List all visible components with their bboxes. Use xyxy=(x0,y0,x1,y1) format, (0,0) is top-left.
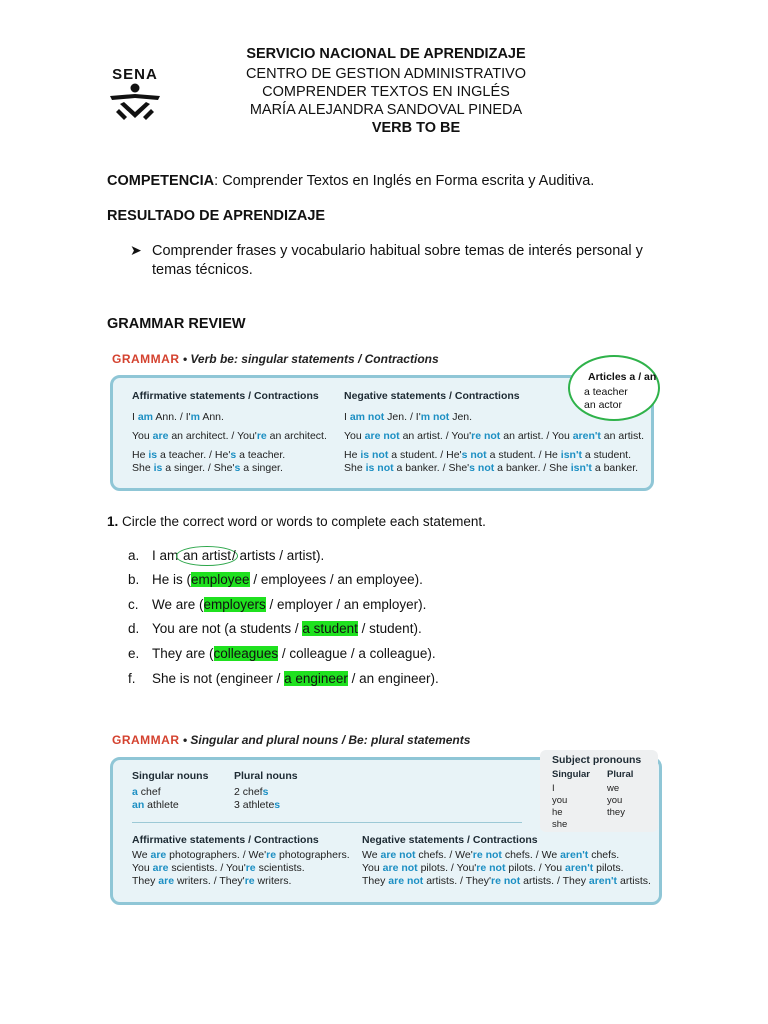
pronouns-plural-list xyxy=(607,783,625,819)
grammar1-neg-row: I am not Jen. / I'm not Jen. xyxy=(344,411,473,423)
grammar1-title: GRAMMAR • Verb be: singular statements / Contractions xyxy=(112,352,439,366)
exercise-item xyxy=(128,645,436,663)
grammar1-aff-row: I am Ann. / I'm Ann. xyxy=(132,411,224,423)
grammar1-aff-heading: Affirmative statements / Contractions xyxy=(132,390,319,402)
item-pre: We are ( xyxy=(152,597,204,612)
exercise-item xyxy=(128,546,324,566)
header-line-3: COMPRENDER TEXTOS EN INGLÉS xyxy=(262,84,510,100)
articles-title: Articles a / an xyxy=(588,371,657,383)
grammar2-aff-rows: We are photographers. / We're photographers. You are scientists. / You're scientists. They are writers. / They're writers. xyxy=(132,849,350,887)
pronouns-singular-heading: Singular xyxy=(552,769,591,780)
highlighted-answer: a student xyxy=(302,621,358,636)
item-pre: They are ( xyxy=(152,646,214,661)
exercise-instruction xyxy=(107,514,486,529)
pronoun: I xyxy=(552,783,555,794)
exercise-number: 1. xyxy=(107,514,119,529)
pronoun: we xyxy=(607,783,620,794)
item-letter: e. xyxy=(128,646,140,661)
item-letter: b. xyxy=(128,572,140,587)
item-pre: He is ( xyxy=(152,572,192,587)
item-pre: She is not (engineer / xyxy=(152,671,285,686)
grammar-review-heading: GRAMMAR REVIEW xyxy=(107,316,246,332)
logo-figure-icon xyxy=(104,82,166,122)
header-line-1: SERVICIO NACIONAL DE APRENDIZAJE xyxy=(246,46,526,62)
articles-line-a: a teacher xyxy=(584,386,628,398)
grammar1-tag: GRAMMAR xyxy=(112,352,180,366)
sena-logo xyxy=(104,66,166,118)
pronoun: she xyxy=(552,819,568,830)
item-pre: You are not (a students / xyxy=(152,621,303,636)
grammar1-title-text: Verb be: singular statements / Contractions xyxy=(190,352,439,366)
grammar2-title-text: Singular and plural nouns / Be: plural statements xyxy=(190,733,471,747)
competencia-text: : Comprender Textos en Inglés en Forma escrita y Auditiva. xyxy=(214,173,595,189)
item-post: / student). xyxy=(357,621,422,636)
header-line-4: MARÍA ALEJANDRA SANDOVAL PINEDA xyxy=(249,102,523,118)
item-post: / colleague / a colleague). xyxy=(278,646,436,661)
competencia-label: COMPETENCIA xyxy=(107,173,215,189)
singular-nouns-list: a chef an athlete xyxy=(132,786,179,811)
header-line-2: CENTRO DE GESTION ADMINISTRATIVO xyxy=(245,66,527,82)
plural-nouns-list: 2 chefs 3 athletes xyxy=(234,786,281,811)
resultado-bullet-text: Comprender frases y vocabulario habitual sobre temas de interés personal y temas técnicos. xyxy=(152,243,643,278)
item-letter: c. xyxy=(128,597,139,612)
item-letter: a. xyxy=(128,548,140,563)
exercise-item xyxy=(128,571,423,589)
pronouns-title: Subject pronouns xyxy=(552,754,642,766)
grammar2-neg-heading: Negative statements / Contractions xyxy=(362,834,538,846)
highlighted-answer: employers xyxy=(203,597,266,612)
pronoun: you xyxy=(552,795,568,806)
item-pre: I am xyxy=(152,548,183,563)
arrow-bullet-icon: ➤ xyxy=(130,242,142,258)
singular-nouns-heading: Singular nouns xyxy=(132,770,209,782)
grammar2-title: GRAMMAR • Singular and plural nouns / Be: plural statements xyxy=(112,733,471,747)
item-post: / employees / an employee). xyxy=(249,572,423,587)
exercise-item xyxy=(128,620,422,638)
item-post: / artists / artist). xyxy=(232,548,325,563)
highlighted-answer: a engineer xyxy=(284,671,348,686)
grammar1-aff-row: You are an architect. / You're an architect. xyxy=(132,430,327,442)
exercise-item xyxy=(128,670,439,688)
grammar1-aff-row: He is a teacher. / He's a teacher. She is a singer. / She's a singer. xyxy=(132,449,286,474)
grammar2-neg-rows: We are not chefs. / We're not chefs. / We aren't chefs. You are not pilots. / You're not pilots. / You aren't pilots. They are not artists. / They're not artists. / They aren't artists. xyxy=(362,849,651,887)
divider xyxy=(132,822,522,823)
grammar2-tag: GRAMMAR xyxy=(112,733,180,747)
subject-pronouns-box xyxy=(540,750,658,832)
grammar2-aff-heading: Affirmative statements / Contractions xyxy=(132,834,319,846)
grammar1-neg-row: He is not a student. / He's not a student. / He isn't a student. She is not a banker. / She's not a banker. / She isn't a banker. xyxy=(344,449,639,474)
item-post: / an engineer). xyxy=(347,671,439,686)
item-letter: d. xyxy=(128,621,140,636)
articles-callout xyxy=(568,355,660,421)
plural-nouns-heading: Plural nouns xyxy=(234,770,298,782)
pronouns-singular-list xyxy=(552,783,567,831)
pronoun: they xyxy=(607,807,625,818)
exercise-instruction-text: Circle the correct word or words to complete each statement. xyxy=(122,514,486,529)
logo-text: SENA xyxy=(112,66,158,83)
pronouns-plural-heading: Plural xyxy=(607,769,634,780)
document-subtitle: VERB TO BE xyxy=(371,120,461,136)
grammar1-neg-heading: Negative statements / Contractions xyxy=(344,390,520,402)
highlighted-answer: colleagues xyxy=(213,646,279,661)
grammar1-neg-row: You are not an artist. / You're not an artist. / You aren't an artist. xyxy=(344,430,645,442)
pronoun: he xyxy=(552,807,563,818)
pronoun: you xyxy=(607,795,623,806)
competencia-paragraph xyxy=(107,172,594,191)
articles-line-an: an actor xyxy=(584,399,622,411)
item-letter: f. xyxy=(128,671,136,686)
highlighted-answer: employee xyxy=(191,572,250,587)
circled-answer: an artist xyxy=(176,546,238,566)
item-post: / employer / an employer). xyxy=(265,597,427,612)
exercise-item xyxy=(128,596,426,614)
resultado-heading: RESULTADO DE APRENDIZAJE xyxy=(107,208,326,224)
